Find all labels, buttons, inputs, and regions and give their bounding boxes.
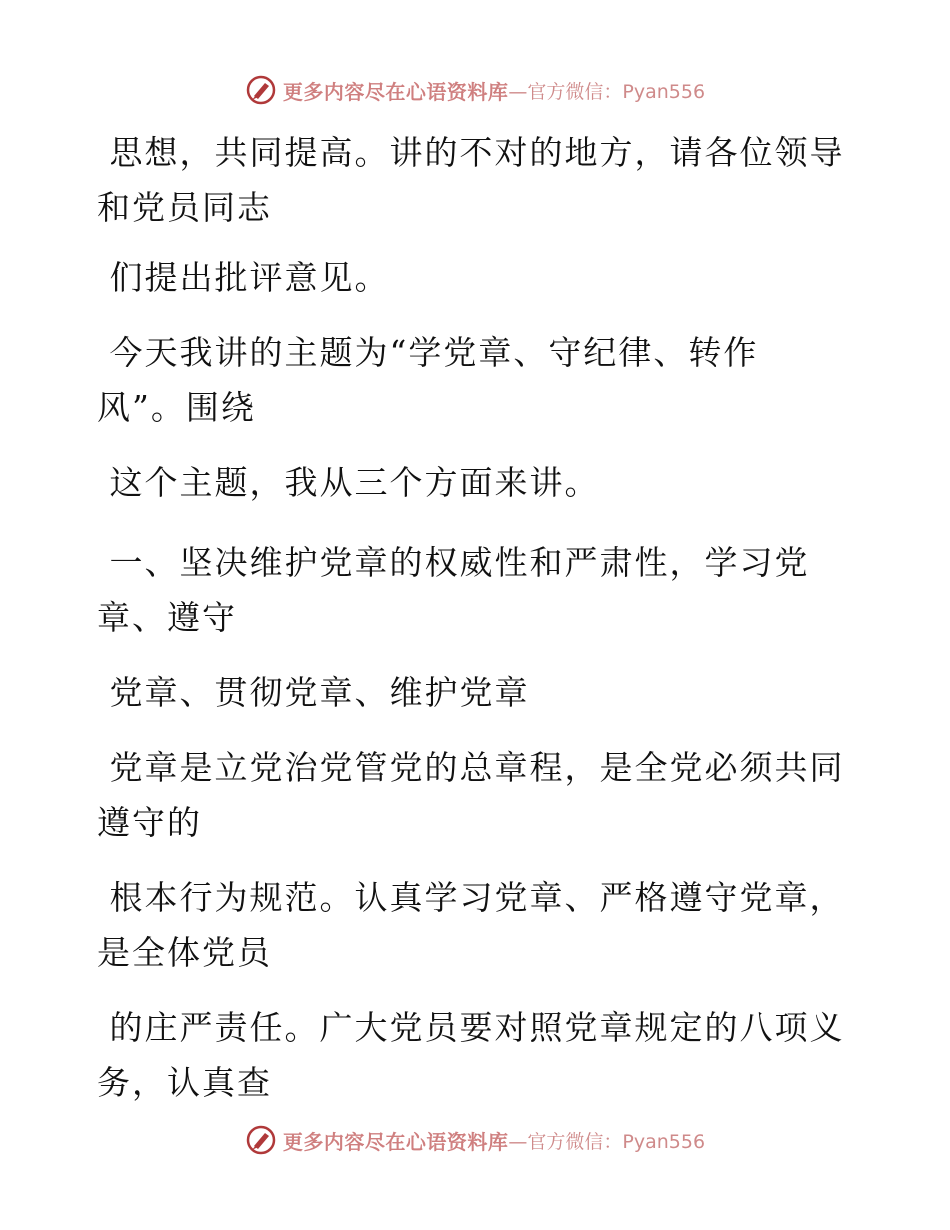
banner-title: 更多内容尽在心语资料库	[282, 1129, 509, 1154]
document-body	[0, 120, 950, 1110]
paragraph: 思想，共同提高。讲的不对的地方，请各位领导 和党员同志	[97, 133, 845, 227]
paragraph: 的庄严责任。广大党员要对照党章规定的八项义 务，认真查	[97, 1008, 845, 1102]
banner-title: 更多内容尽在心语资料库	[282, 79, 509, 104]
paragraph: 根本行为规范。认真学习党章、严格遵守党章， 是全体党员	[97, 878, 845, 972]
paragraph: 这个主题，我从三个方面来讲。	[97, 463, 600, 502]
paragraph: 们提出批评意见。	[97, 258, 390, 297]
pen-nib-seal-icon	[245, 1124, 277, 1156]
banner-wechat: —官方微信：Pyan556	[508, 80, 706, 103]
paragraph: 党章、贯彻党章、维护党章	[97, 673, 530, 712]
banner-wechat: —官方微信：Pyan556	[508, 1130, 706, 1153]
footer-banner	[0, 1120, 950, 1160]
header-banner	[0, 70, 950, 110]
paragraph: 一、坚决维护党章的权威性和严肃性，学习党 章、遵守	[97, 543, 810, 637]
paragraph: 党章是立党治党管党的总章程，是全党必须共同 遵守的	[97, 748, 845, 842]
paragraph: 今天我讲的主题为“学党章、守纪律、转作 风”。围绕	[97, 333, 759, 427]
pen-nib-seal-icon	[245, 74, 277, 106]
